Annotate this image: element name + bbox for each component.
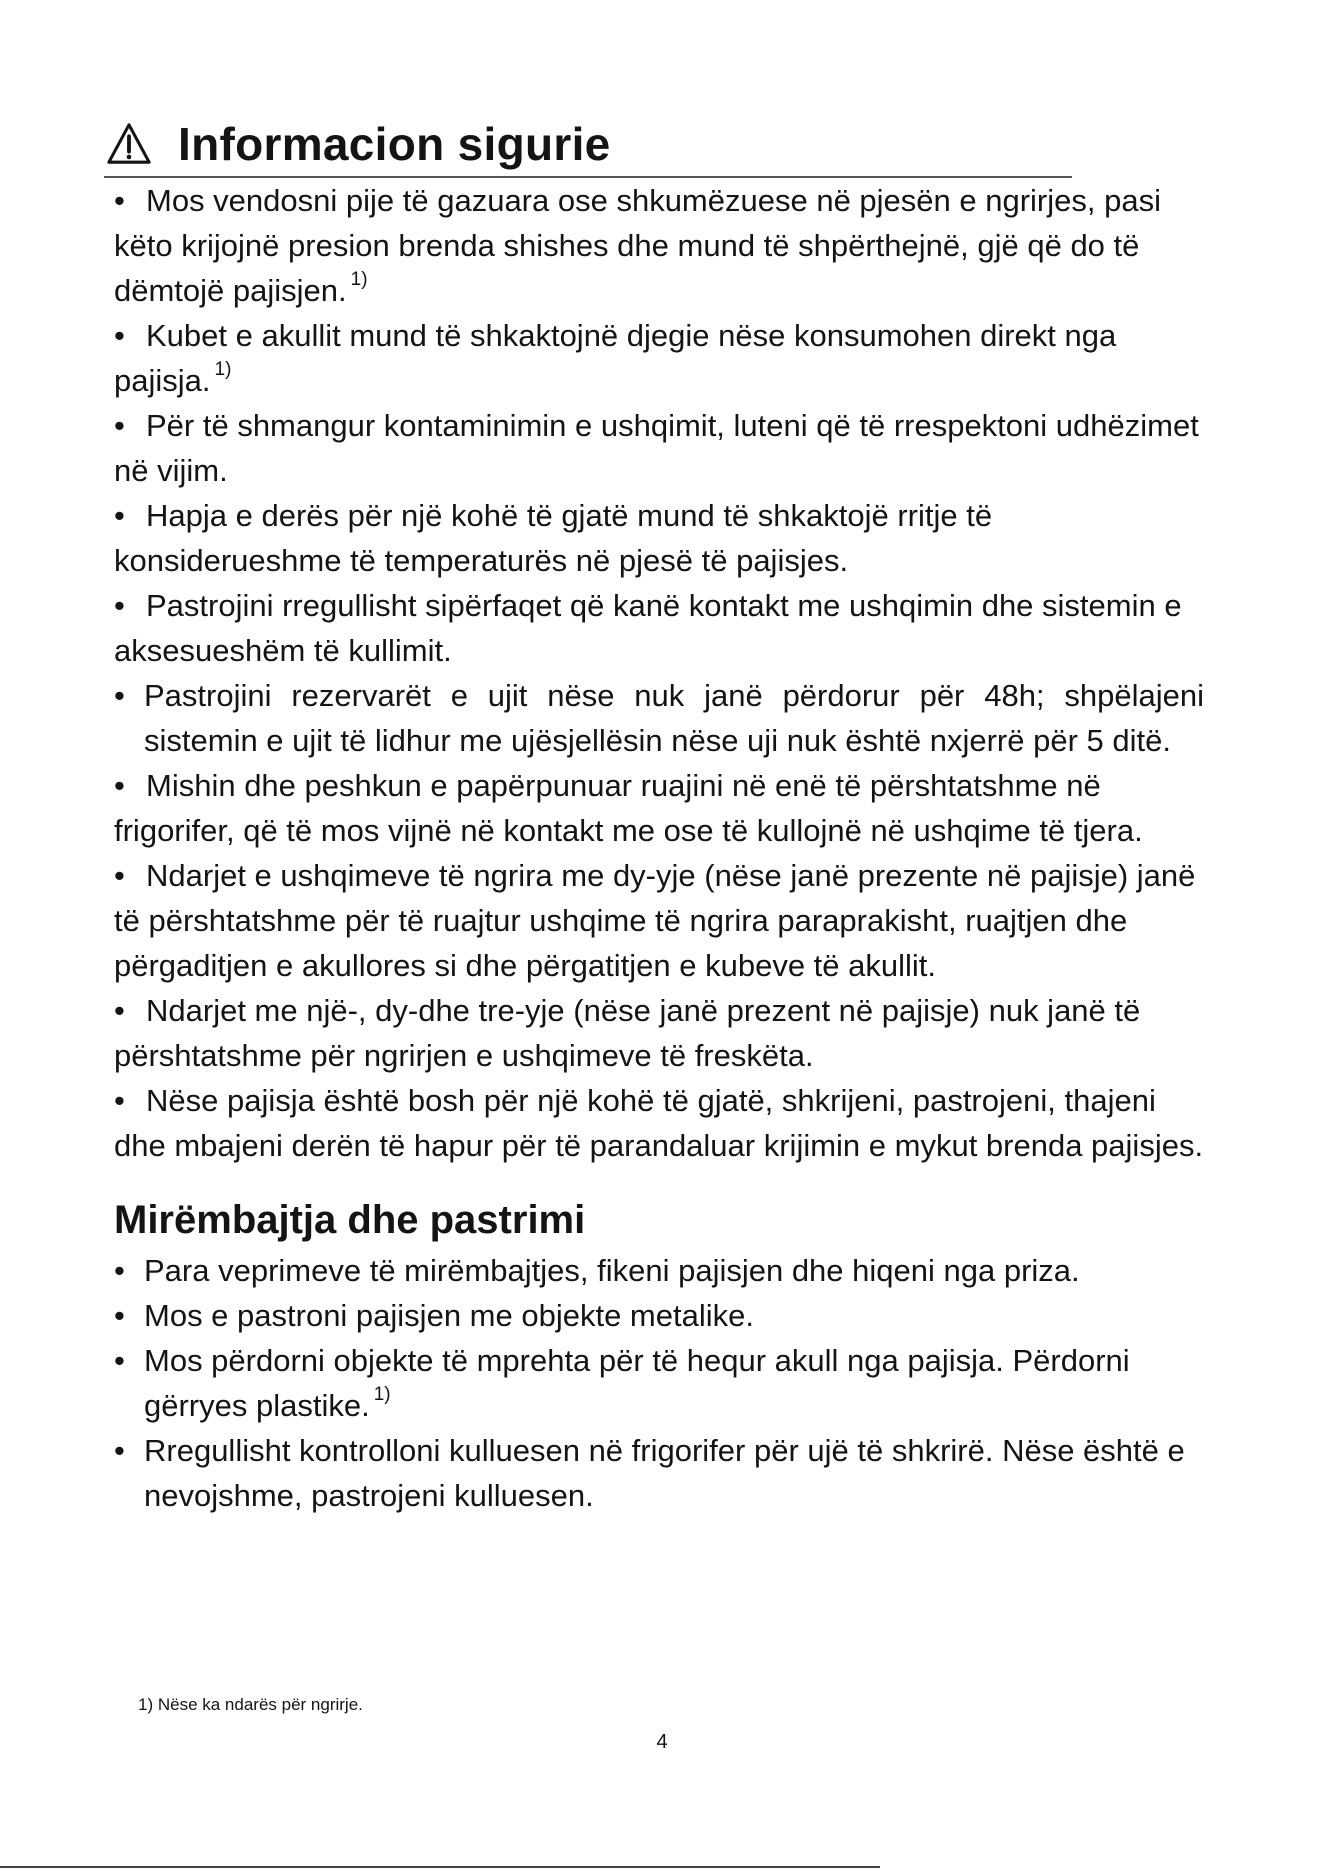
list-item (114, 1248, 1204, 1293)
bullet: • (114, 1298, 125, 1333)
maintenance-list (114, 1248, 1204, 1518)
bullet: • (114, 1433, 125, 1468)
item-text: Pastrojini rezervarët e ujit nëse nuk janë përdorur për 48h; shpëlajeni sistemin e ujit të lidhur me ujësjellësin nëse uji nuk është nxjerrë për 5 ditë. (144, 678, 1204, 758)
item-text: Ndarjet me një-, dy-dhe tre-yje (nëse janë prezent në pajisje) nuk janë të përshtatshme për ngrirjen e ushqimeve të freskëta. (114, 993, 1141, 1073)
list-item (114, 853, 1204, 988)
bullet: • (114, 498, 125, 533)
bullet: • (114, 858, 125, 893)
footnote-marker: 1) (373, 1384, 391, 1405)
item-text: Mishin dhe peshkun e papërpunuar ruajini në enë të përshtatshme në frigorifer, që të mos vijnë në kontakt me ose të kullojnë në ushqime të tjera. (114, 768, 1143, 848)
footnote: 1) Nëse ka ndarës për ngrirje. (138, 1695, 363, 1714)
bullet: • (114, 993, 125, 1028)
list-item (114, 1293, 1204, 1338)
item-text: Mos e pastroni pajisjen me objekte metalike. (144, 1298, 754, 1333)
section-header (104, 112, 1072, 178)
item-text: Mos vendosni pije të gazuara ose shkumëzuese në pjesën e ngrirjes, pasi këto krijojnë presion brenda shishes dhe mund të shpërthejnë, gjë që do të dëmtojë pajisjen. (114, 183, 1161, 308)
item-text: Para veprimeve të mirëmbajtjes, fikeni pajisjen dhe hiqeni nga priza. (144, 1253, 1080, 1288)
bullet: • (114, 768, 125, 803)
bullet: • (114, 678, 125, 713)
list-item (114, 493, 1204, 583)
list-item (114, 178, 1204, 313)
bullet: • (114, 183, 125, 218)
list-item (114, 673, 1204, 763)
bullet: • (114, 1083, 125, 1118)
safety-list (114, 178, 1204, 1168)
list-item (114, 1078, 1204, 1168)
bullet: • (114, 408, 125, 443)
item-text: Për të shmangur kontaminimin e ushqimit, luteni që të rrespektoni udhëzimet në vijim. (114, 408, 1199, 488)
list-item (114, 1338, 1204, 1428)
warning-triangle-icon (106, 121, 152, 167)
item-text: Mos përdorni objekte të mprehta për të hequr akull nga pajisja. Përdorni gërryes plastike. (144, 1343, 1130, 1423)
page-title: Informacion sigurie (178, 118, 611, 170)
item-text: Ndarjet e ushqimeve të ngrira me dy-yje (nëse janë prezente në pajisje) janë të përshtatshme për të ruajtur ushqime të ngrira paraprakisht, ruajtjen dhe përgaditjen e akullores si dhe përgatitjen e kubeve të akullit. (114, 858, 1196, 983)
bullet: • (114, 318, 125, 353)
item-text: Kubet e akullit mund të shkaktojnë djegie nëse konsumohen direkt nga pajisja. (114, 318, 1117, 398)
footnote-marker: 1) (350, 269, 368, 290)
list-item (114, 403, 1204, 493)
item-text: Pastrojini rregullisht sipërfaqet që kanë kontakt me ushqimin dhe sistemin e aksesueshëm të kullimit. (114, 588, 1182, 668)
bullet: • (114, 588, 125, 623)
page-content (114, 178, 1204, 1518)
bullet: • (114, 1343, 125, 1378)
list-item (114, 583, 1204, 673)
item-text: Rregullisht kontrolloni kulluesen në frigorifer për ujë të shkrirë. Nëse është e nevojshme, pastrojeni kulluesen. (144, 1433, 1185, 1513)
list-item (114, 988, 1204, 1078)
bottom-divider (0, 1866, 880, 1868)
footnote-marker: 1) (214, 359, 232, 380)
maintenance-heading: Mirëmbajtja dhe pastrimi (114, 1198, 586, 1242)
list-item (114, 763, 1204, 853)
list-item (114, 313, 1204, 403)
list-item (114, 1428, 1204, 1518)
bullet: • (114, 1253, 125, 1288)
item-text: Nëse pajisja është bosh për një kohë të gjatë, shkrijeni, pastrojeni, thajeni dhe mbajeni derën të hapur për të parandaluar krijimin e mykut brenda pajisjes. (114, 1083, 1204, 1163)
page-number: 4 (656, 1731, 668, 1753)
item-text: Hapja e derës për një kohë të gjatë mund të shkaktojë rritje të konsiderueshme të temperaturës në pjesë të pajisjes. (114, 498, 993, 578)
